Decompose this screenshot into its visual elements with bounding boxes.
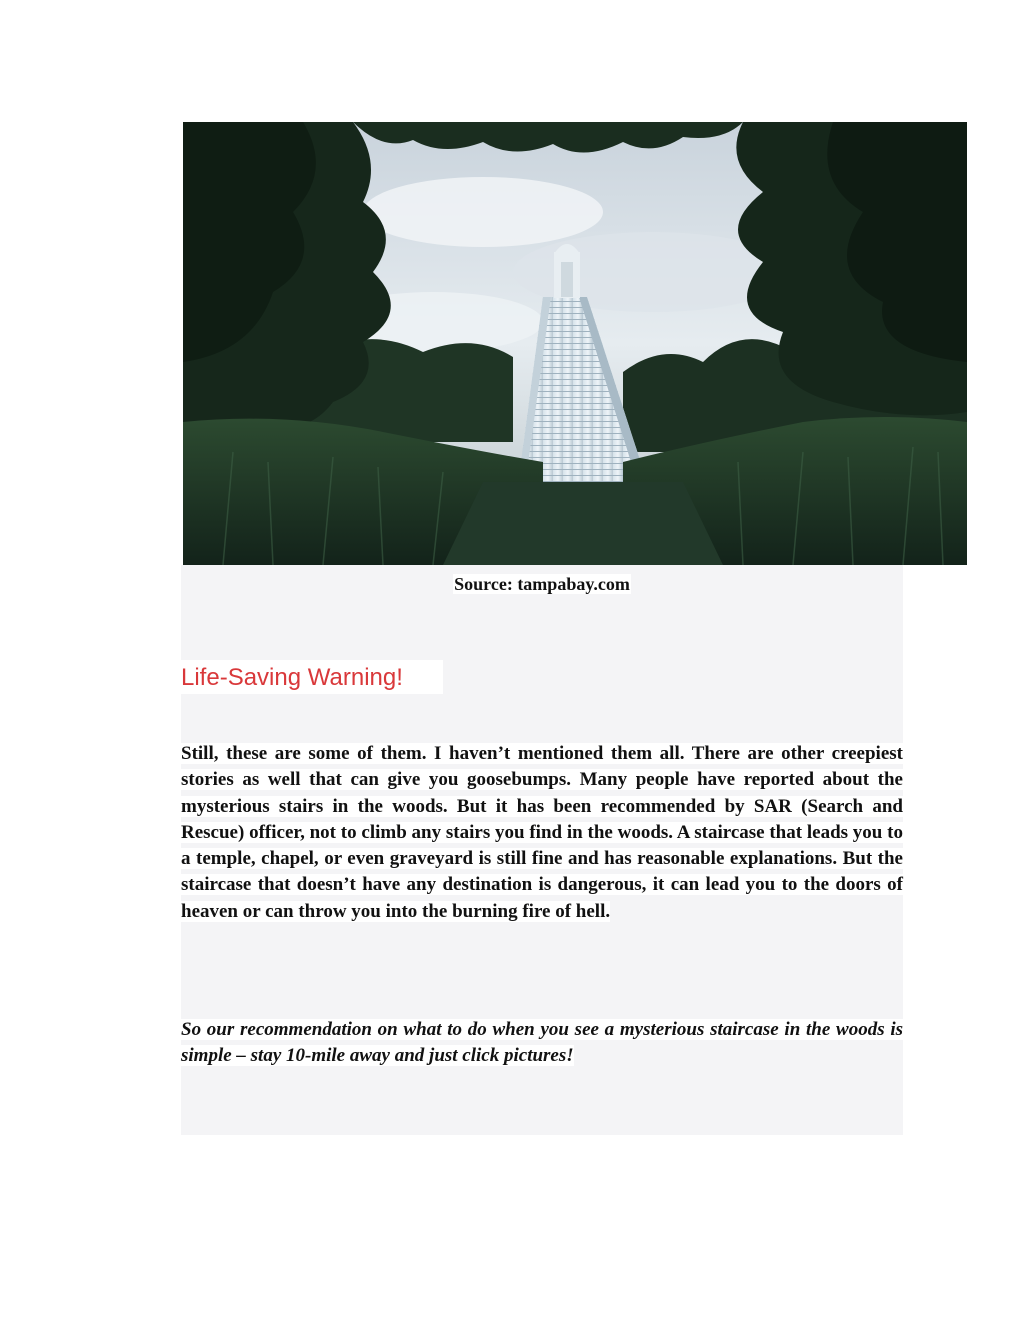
body-paragraph [181, 741, 903, 925]
section-heading: Life-Saving Warning! [181, 664, 403, 691]
recommendation-paragraph [181, 1017, 903, 1070]
recommendation-paragraph-text: So our recommendation on what to do when you see a mysterious staircase in the woods is simple – stay 10-mile away and just click pictures! [181, 1019, 903, 1067]
staircase-in-woods-photo-icon [183, 122, 967, 565]
staircase-photo [183, 122, 967, 565]
body-paragraph-text: Still, these are some of them. I haven’t mentioned them all. There are other creepiest stories as well that can give you goosebumps. Many people have reported about the mysterious stairs in the woods. But it has been recommended by SAR (Search and Rescue) officer, not to climb any stairs you find in the woods. A staircase that leads you to a temple, chapel, or even graveyard is still fine and has reasonable explanations. But the staircase that doesn’t have any destination is dangerous, it can lead you to the doors of heaven or can throw you into the burning fire of hell. [181, 743, 903, 922]
image-caption [181, 573, 903, 595]
caption-text: Source: tampabay.com [454, 574, 630, 594]
